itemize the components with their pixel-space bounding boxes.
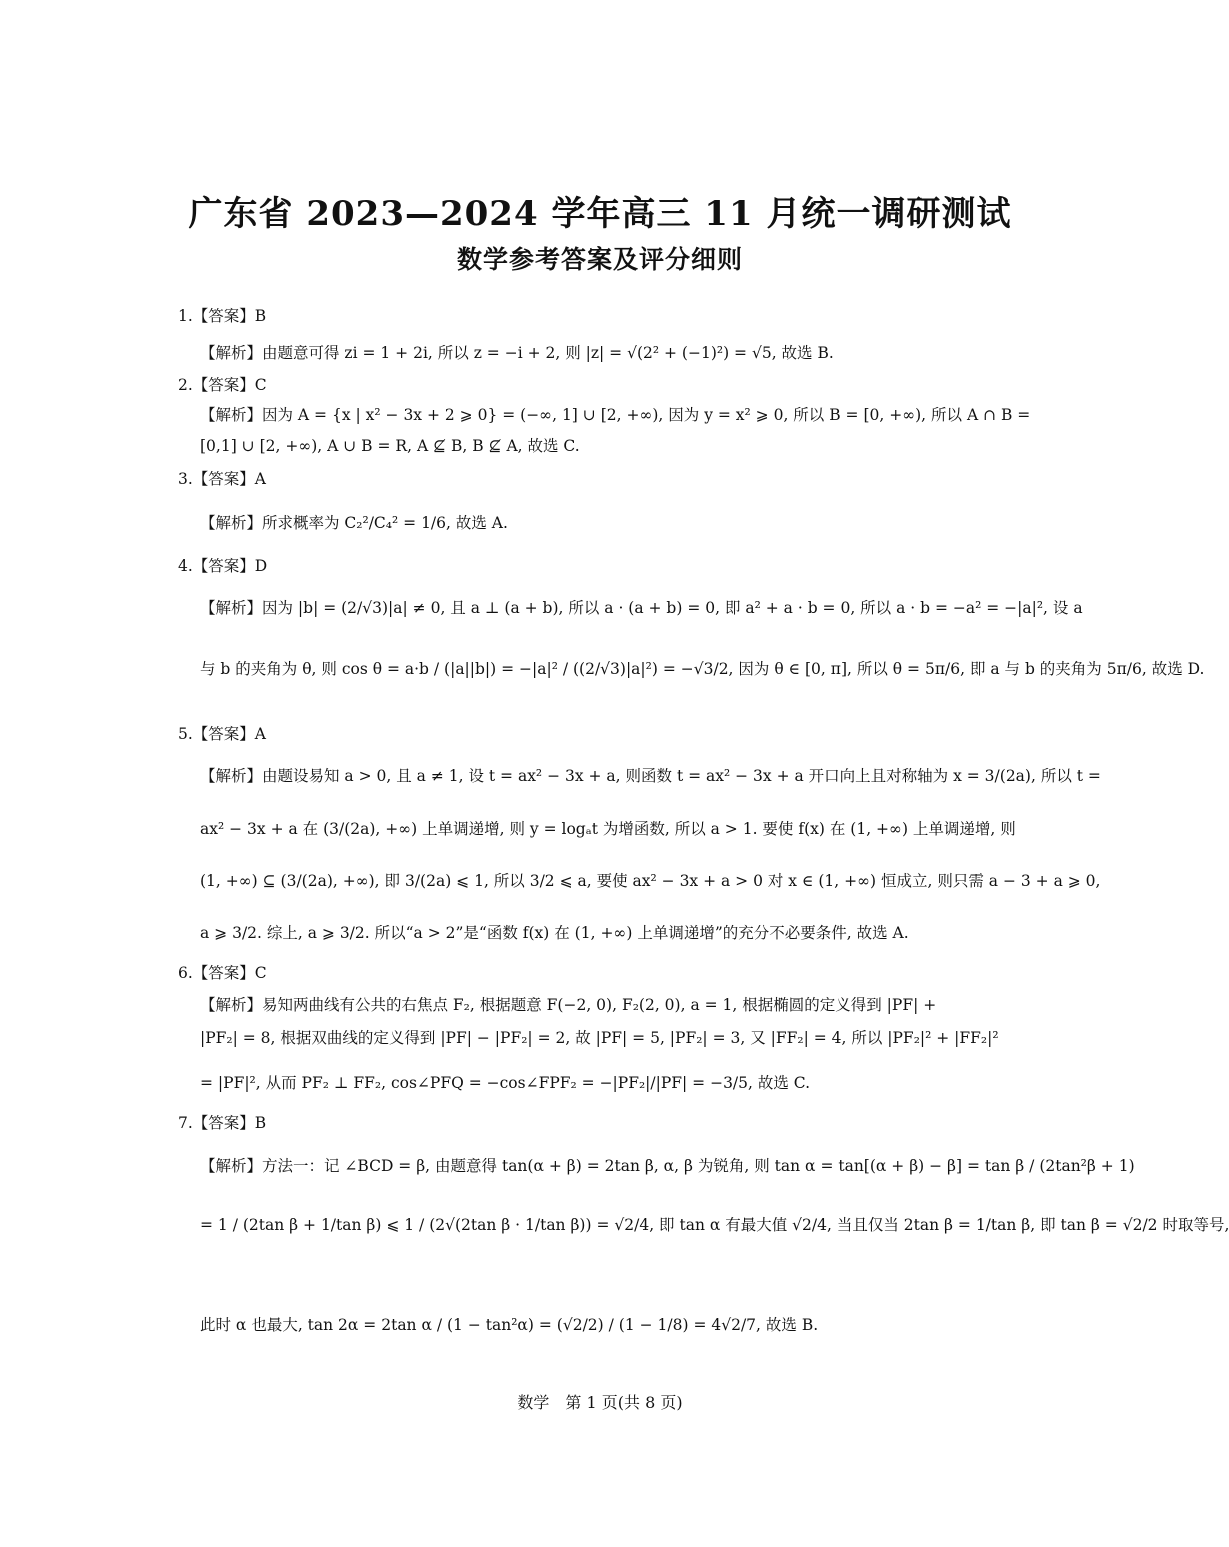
q5-analysis-cont-1: ax² − 3x + a 在 (3/(2a), +∞) 上单调递增, 则 y = logₐt 为增函数, 所以 a > 1. 要使 f(x) 在 (1, +∞) 上单调递增, 则 <box>200 820 1016 838</box>
q5-analysis-cont-3: a ⩾ 3/2. 综上, a ⩾ 3/2. 所以“a > 2”是“函数 f(x) 在 (1, +∞) 上单调递增”的充分不必要条件, 故选 A. <box>200 924 909 942</box>
q1-answer: 1.【答案】B <box>178 307 267 325</box>
q4-answer: 4.【答案】D <box>178 557 268 575</box>
page-footer: 数学 第 1 页(共 8 页) <box>517 1393 683 1412</box>
q5-analysis: 【解析】由题设易知 a > 0, 且 a ≠ 1, 设 t = ax² − 3x + a, 则函数 t = ax² − 3x + a 开口向上且对称轴为 x = 3/(2a), 所以 t = <box>200 767 1101 785</box>
q5-answer: 5.【答案】A <box>178 725 266 743</box>
q6-analysis-cont-2: = |PF|², 从而 PF₂ ⊥ FF₂, cos∠PFQ = −cos∠FPF₂ = −|PF₂|/|PF| = −3/5, 故选 C. <box>200 1074 811 1092</box>
q2-analysis-cont: [0,1] ∪ [2, +∞), A ∪ B = R, A ⊈ B, B ⊈ A, 故选 C. <box>200 437 580 455</box>
q1-analysis: 【解析】由题意可得 zi = 1 + 2i, 所以 z = −i + 2, 则 |z| = √(2² + (−1)²) = √5, 故选 B. <box>200 344 834 362</box>
q4-analysis-cont: 与 b 的夹角为 θ, 则 cos θ = a·b / (|a||b|) = −|a|² / ((2/√3)|a|²) = −√3/2, 因为 θ ∈ [0, π], 所以 θ = 5π/6, 即 a 与 b 的夹角为 5π/6, 故选 D. <box>200 660 1205 678</box>
q5-analysis-cont-2: (1, +∞) ⊆ (3/(2a), +∞), 即 3/(2a) ⩽ 1, 所以 3/2 ⩽ a, 要使 ax² − 3x + a > 0 对 x ∈ (1, +∞) 恒成立, 则只需 a − 3 + a ⩾ 0, <box>200 872 1101 890</box>
q2-analysis: 【解析】因为 A = {x | x² − 3x + 2 ⩾ 0} = (−∞, 1] ∪ [2, +∞), 因为 y = x² ⩾ 0, 所以 B = [0, +∞), 所以 A ∩ B = <box>200 406 1031 424</box>
q4-analysis: 【解析】因为 |b| = (2/√3)|a| ≠ 0, 且 a ⊥ (a + b), 所以 a · (a + b) = 0, 即 a² + a · b = 0, 所以 a · b = −a² = −|a|², 设 a <box>200 599 1083 617</box>
q7-analysis: 【解析】方法一：记 ∠BCD = β, 由题意得 tan(α + β) = 2tan β, α, β 为锐角, 则 tan α = tan[(α + β) − β] = tan β / (2tan²β + 1) <box>200 1157 1135 1175</box>
page-title: 广东省 2023—2024 学年高三 11 月统一调研测试 <box>188 194 1012 234</box>
q6-analysis-cont-1: |PF₂| = 8, 根据双曲线的定义得到 |PF| − |PF₂| = 2, 故 |PF| = 5, |PF₂| = 3, 又 |FF₂| = 4, 所以 |PF₂|² + |FF₂|² <box>200 1029 999 1047</box>
q6-analysis: 【解析】易知两曲线有公共的右焦点 F₂, 根据题意 F(−2, 0), F₂(2, 0), a = 1, 根据椭圆的定义得到 |PF| + <box>200 996 937 1014</box>
q7-analysis-cont-1: = 1 / (2tan β + 1/tan β) ⩽ 1 / (2√(2tan β · 1/tan β)) = √2/4, 即 tan α 有最大值 √2/4, 当且仅当 2tan β = 1/tan β, 即 tan β = √2/2 时取等号, <box>200 1216 1229 1234</box>
q3-analysis: 【解析】所求概率为 C₂²/C₄² = 1/6, 故选 A. <box>200 514 508 532</box>
q3-answer: 3.【答案】A <box>178 470 266 488</box>
q2-answer: 2.【答案】C <box>178 376 267 394</box>
page-subtitle: 数学参考答案及评分细则 <box>456 245 743 274</box>
q7-answer: 7.【答案】B <box>178 1114 267 1132</box>
q7-analysis-cont-2: 此时 α 也最大, tan 2α = 2tan α / (1 − tan²α) = (√2/2) / (1 − 1/8) = 4√2/7, 故选 B. <box>200 1316 819 1334</box>
q6-answer: 6.【答案】C <box>178 964 267 982</box>
